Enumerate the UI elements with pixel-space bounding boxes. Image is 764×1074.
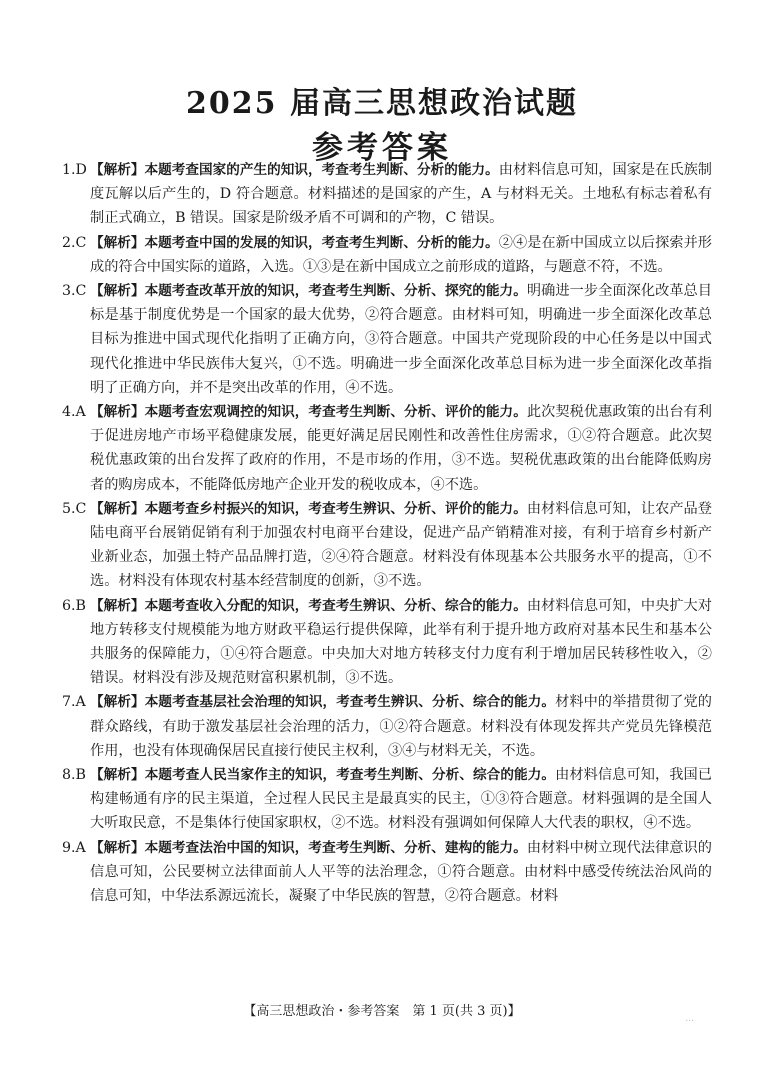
answer-item bbox=[62, 231, 712, 279]
answer-lead: 【解析】本题考查收入分配的知识，考查考生辨识、分析、综合的能力。 bbox=[90, 597, 527, 614]
answer-item bbox=[62, 158, 712, 231]
answer-lead: 【解析】本题考查国家的产生的知识，考查考生判断、分析的能力。 bbox=[90, 162, 499, 178]
answer-number: 4.A bbox=[62, 404, 86, 421]
answer-number: 5.C bbox=[62, 500, 87, 517]
answer-list bbox=[62, 158, 712, 908]
page-footer: 【高三思想政治・参考答案 第 1 页(共 3 页)】 bbox=[243, 1004, 521, 1019]
corner-mark: ... bbox=[685, 1014, 694, 1024]
answer-lead: 【解析】本题考查人民当家作主的知识，考查考生判断、分析、综合的能力。 bbox=[90, 767, 556, 784]
answer-lead: 【解析】本题考查改革开放的知识，考查考生判断、分析、探究的能力。 bbox=[90, 283, 527, 300]
answer-lead: 【解析】本题考查中国的发展的知识，考查考生判断、分析的能力。 bbox=[90, 234, 499, 251]
answer-lead: 【解析】本题考查基层社会治理的知识，考查考生辨识、分析、综合的能力。 bbox=[90, 694, 556, 711]
answer-lead: 【解析】本题考查法治中国的知识，考查考生判断、分析、建构的能力。 bbox=[90, 839, 527, 856]
answer-body: 此次契税优惠政策的出台有利于促进房地产市场平稳健康发展，能更好满足居民刚性和改善性住房需求，①②符合题意。此次契税优惠政策的出台发挥了政府的作用，不是市场的作用，③不选。契税优惠政策的出台能降低购房者的购房成本，不能降低房地产企业开发的税收成本，④不选。 bbox=[90, 404, 712, 493]
page-title: 2025 届高三思想政治试题 bbox=[186, 86, 578, 121]
answer-number: 3.C bbox=[62, 283, 87, 300]
answer-body: 由材料信息可知，中央扩大对地方转移支付规模能为地方财政平稳运行提供保障，此举有利于提升地方政府对基本民生和基本公共服务的保障能力，①④符合题意。中央加大对地方转移支付力度有利于增加居民转移性收入，②错误。材料没有涉及规范财富积累机制，③不选。 bbox=[90, 597, 712, 687]
answer-item bbox=[62, 594, 712, 691]
answer-item bbox=[62, 763, 712, 836]
answer-number: 6.B bbox=[62, 597, 86, 614]
answer-number: 2.C bbox=[62, 234, 87, 251]
answer-item bbox=[62, 400, 712, 497]
answer-number: 1.D bbox=[62, 162, 87, 178]
answer-number: 9.A bbox=[62, 839, 86, 856]
answer-item bbox=[62, 279, 712, 400]
answer-body: 明确进一步全面深化改革总目标是基于制度优势是一个国家的最大优势，②符合题意。由材料可知，明确进一步全面深化改革总目标为推进中国式现代化指明了正确方向，③符合题意。中国共产党现阶段的中心任务是以中国式现代化推进中华民族伟大复兴，①不选。明确进一步全面深化改革总目标为进一步全面深化改革指明了正确方向，并不是突出改革的作用，④不选。 bbox=[90, 283, 712, 396]
answer-body: 由材料信息可知，国家是在氏族制度瓦解以后产生的，D 符合题意。材料描述的是国家的产生，A 与材料无关。土地私有标志着私有制正式确立，B 错误。国家是阶级矛盾不可调和的产物，C 错误。 bbox=[90, 162, 712, 227]
answer-number: 7.A bbox=[62, 694, 86, 711]
answer-body: 材料中的举措贯彻了党的群众路线，有助于激发基层社会治理的活力，①②符合题意。材料没有体现发挥共产党员先锋模范作用，也没有体现确保居民直接行使民主权利，③④与材料无关，不选。 bbox=[90, 694, 712, 759]
answer-number: 8.B bbox=[62, 767, 86, 784]
answer-body: 由材料信息可知，我国已构建畅通有序的民主渠道，全过程人民民主是最真实的民主，①③符合题意。材料强调的是全国人大听取民意，不是集体行使国家职权，②不选。材料没有强调如何保障人大代表的职权，④不选。 bbox=[90, 767, 712, 832]
answer-body: 由材料信息可知，让农产品登陆电商平台展销促销有利于加强农村电商平台建设，促进产品产销精准对接，有利于培育乡村新产业新业态，加强土特产品品牌打造，②④符合题意。材料没有体现基本公共服务水平的提高，①不选。材料没有体现农村基本经营制度的创新，③不选。 bbox=[90, 500, 712, 590]
answer-body: ②④是在新中国成立以后探索并形成的符合中国实际的道路，入选。①③是在新中国成立之前形成的道路，与题意不符，不选。 bbox=[90, 234, 712, 275]
answer-item bbox=[62, 690, 712, 763]
page-subtitle: 参考答案 bbox=[312, 130, 452, 166]
answer-item bbox=[62, 497, 712, 594]
answer-body: 由材料中树立现代法律意识的信息可知，公民要树立法律面前人人平等的法治理念，①符合题意。由材料中感受传统法治风尚的信息可知，中华法系源远流长，凝聚了中华民族的智慧，②符合题意。材料 bbox=[90, 839, 712, 905]
answer-item bbox=[62, 836, 712, 909]
answer-lead: 【解析】本题考查乡村振兴的知识，考查考生辨识、分析、评价的能力。 bbox=[90, 500, 527, 517]
answer-lead: 【解析】本题考查宏观调控的知识，考查考生判断、分析、评价的能力。 bbox=[90, 404, 527, 421]
